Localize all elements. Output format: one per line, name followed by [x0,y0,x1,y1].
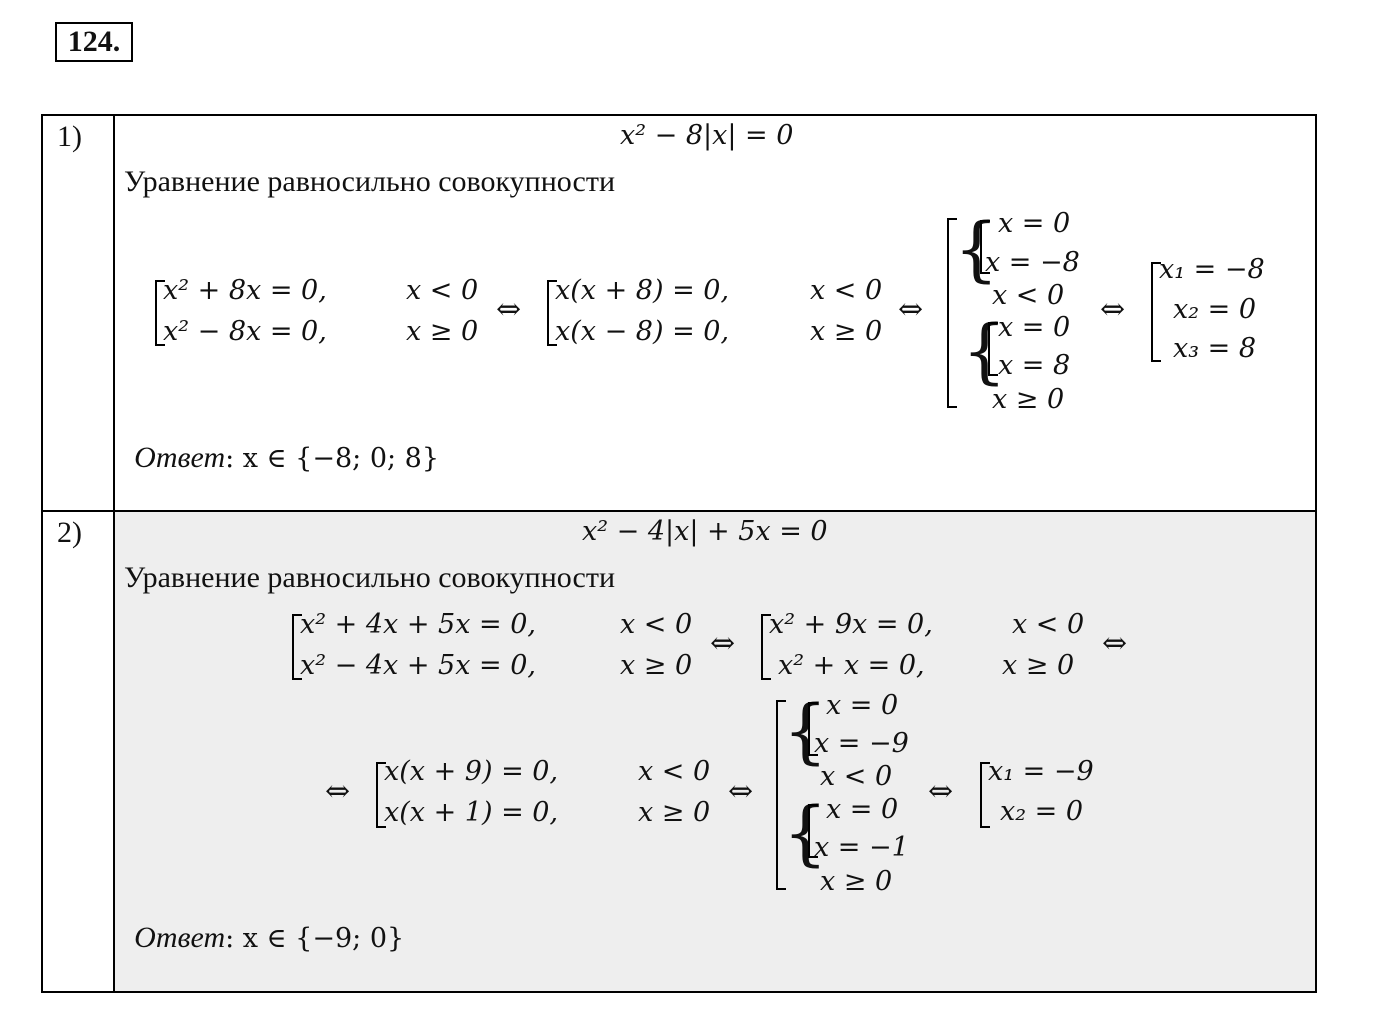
part2-s1-cond2: x ≥ 0 [620,650,693,681]
part1-intro: Уравнение равносильно совокупности [124,165,616,198]
part2-s2-row1: x² + 9x = 0, [769,609,933,640]
part1-s1-cond1: x < 0 [406,275,479,306]
part1-s1-cond2: x ≥ 0 [406,316,479,347]
part2-s4-bc: x ≥ 0 [820,866,893,897]
part2-s4-a2: x = −9 [814,728,909,759]
equiv-icon: ⇔ [928,774,954,809]
equiv-icon: ⇔ [728,774,754,809]
part1-s1-row2: x² − 8x = 0, [163,316,327,347]
equiv-icon: ⇔ [898,292,924,327]
part1-s3-inner-bracket-b [988,322,998,376]
part1-s2-row2: x(x − 8) = 0, [555,316,730,347]
part2-s1-cond1: x < 0 [620,609,693,640]
answer-label: Ответ [134,441,226,474]
equiv-icon: ⇔ [325,774,351,809]
problem-number: 124. [55,22,133,62]
part2-s2-cond2: x ≥ 0 [1002,650,1075,681]
part1-s3-a1: x = 0 [998,208,1071,239]
part2-s2-cond1: x < 0 [1012,609,1085,640]
part1-root2: x₂ = 0 [1173,294,1257,325]
brace-icon: { [962,310,1007,392]
part2-s3-row2: x(x + 1) = 0, [384,797,559,828]
part2-root2: x₂ = 0 [1000,796,1084,827]
part2-s3-cond2: x ≥ 0 [638,797,711,828]
part2-number: 2) [57,516,82,549]
part2-s2-row2: x² + x = 0, [778,650,925,681]
part2-s1-row2: x² − 4x + 5x = 0, [300,650,536,681]
part1-s2-cond2: x ≥ 0 [810,316,883,347]
part2-equation: x² − 4|x| + 5x = 0 [582,516,828,547]
part1-answer [124,420,439,479]
equiv-icon: ⇔ [710,626,736,661]
equiv-icon: ⇔ [496,292,522,327]
part1-s2-cond1: x < 0 [810,275,883,306]
part1-s3-a2: x = −8 [985,247,1080,278]
brace-icon: { [783,690,828,772]
equiv-icon: ⇔ [1102,626,1128,661]
answer-value: : x ∈ {−9; 0} [225,923,405,954]
part2-s4-b2: x = −1 [814,832,909,863]
part1-root1: x₁ = −8 [1159,254,1265,285]
part1-root3: x₃ = 8 [1173,333,1257,364]
part1-s3-b2: x = 8 [998,350,1071,381]
part1-s1-row1: x² + 8x = 0, [163,275,327,306]
brace-icon: { [783,792,828,874]
part2-root1: x₁ = −9 [988,756,1094,787]
answer-label: Ответ [134,921,226,954]
part1-number: 1) [57,120,82,153]
part2-s3-row1: x(x + 9) = 0, [384,756,559,787]
brace-icon: { [954,208,999,290]
solution-table [41,114,1317,993]
part1-s3-b1: x = 0 [998,312,1071,343]
part1-s3-ac: x < 0 [992,280,1065,311]
column-divider [113,116,115,991]
part1-s3-bc: x ≥ 0 [992,384,1065,415]
part1-s2-row1: x(x + 8) = 0, [555,275,730,306]
equiv-icon: ⇔ [1100,292,1126,327]
part2-s4-ac: x < 0 [820,761,893,792]
part2-s4-a1: x = 0 [826,690,899,721]
part2-intro: Уравнение равносильно совокупности [124,561,616,594]
part2-s1-row1: x² + 4x + 5x = 0, [300,609,536,640]
part2-s4-b1: x = 0 [826,794,899,825]
part1-equation: x² − 8|x| = 0 [620,120,794,151]
part2-s3-cond1: x < 0 [638,756,711,787]
answer-value: : x ∈ {−8; 0; 8} [225,443,440,474]
part2-answer [124,900,404,959]
